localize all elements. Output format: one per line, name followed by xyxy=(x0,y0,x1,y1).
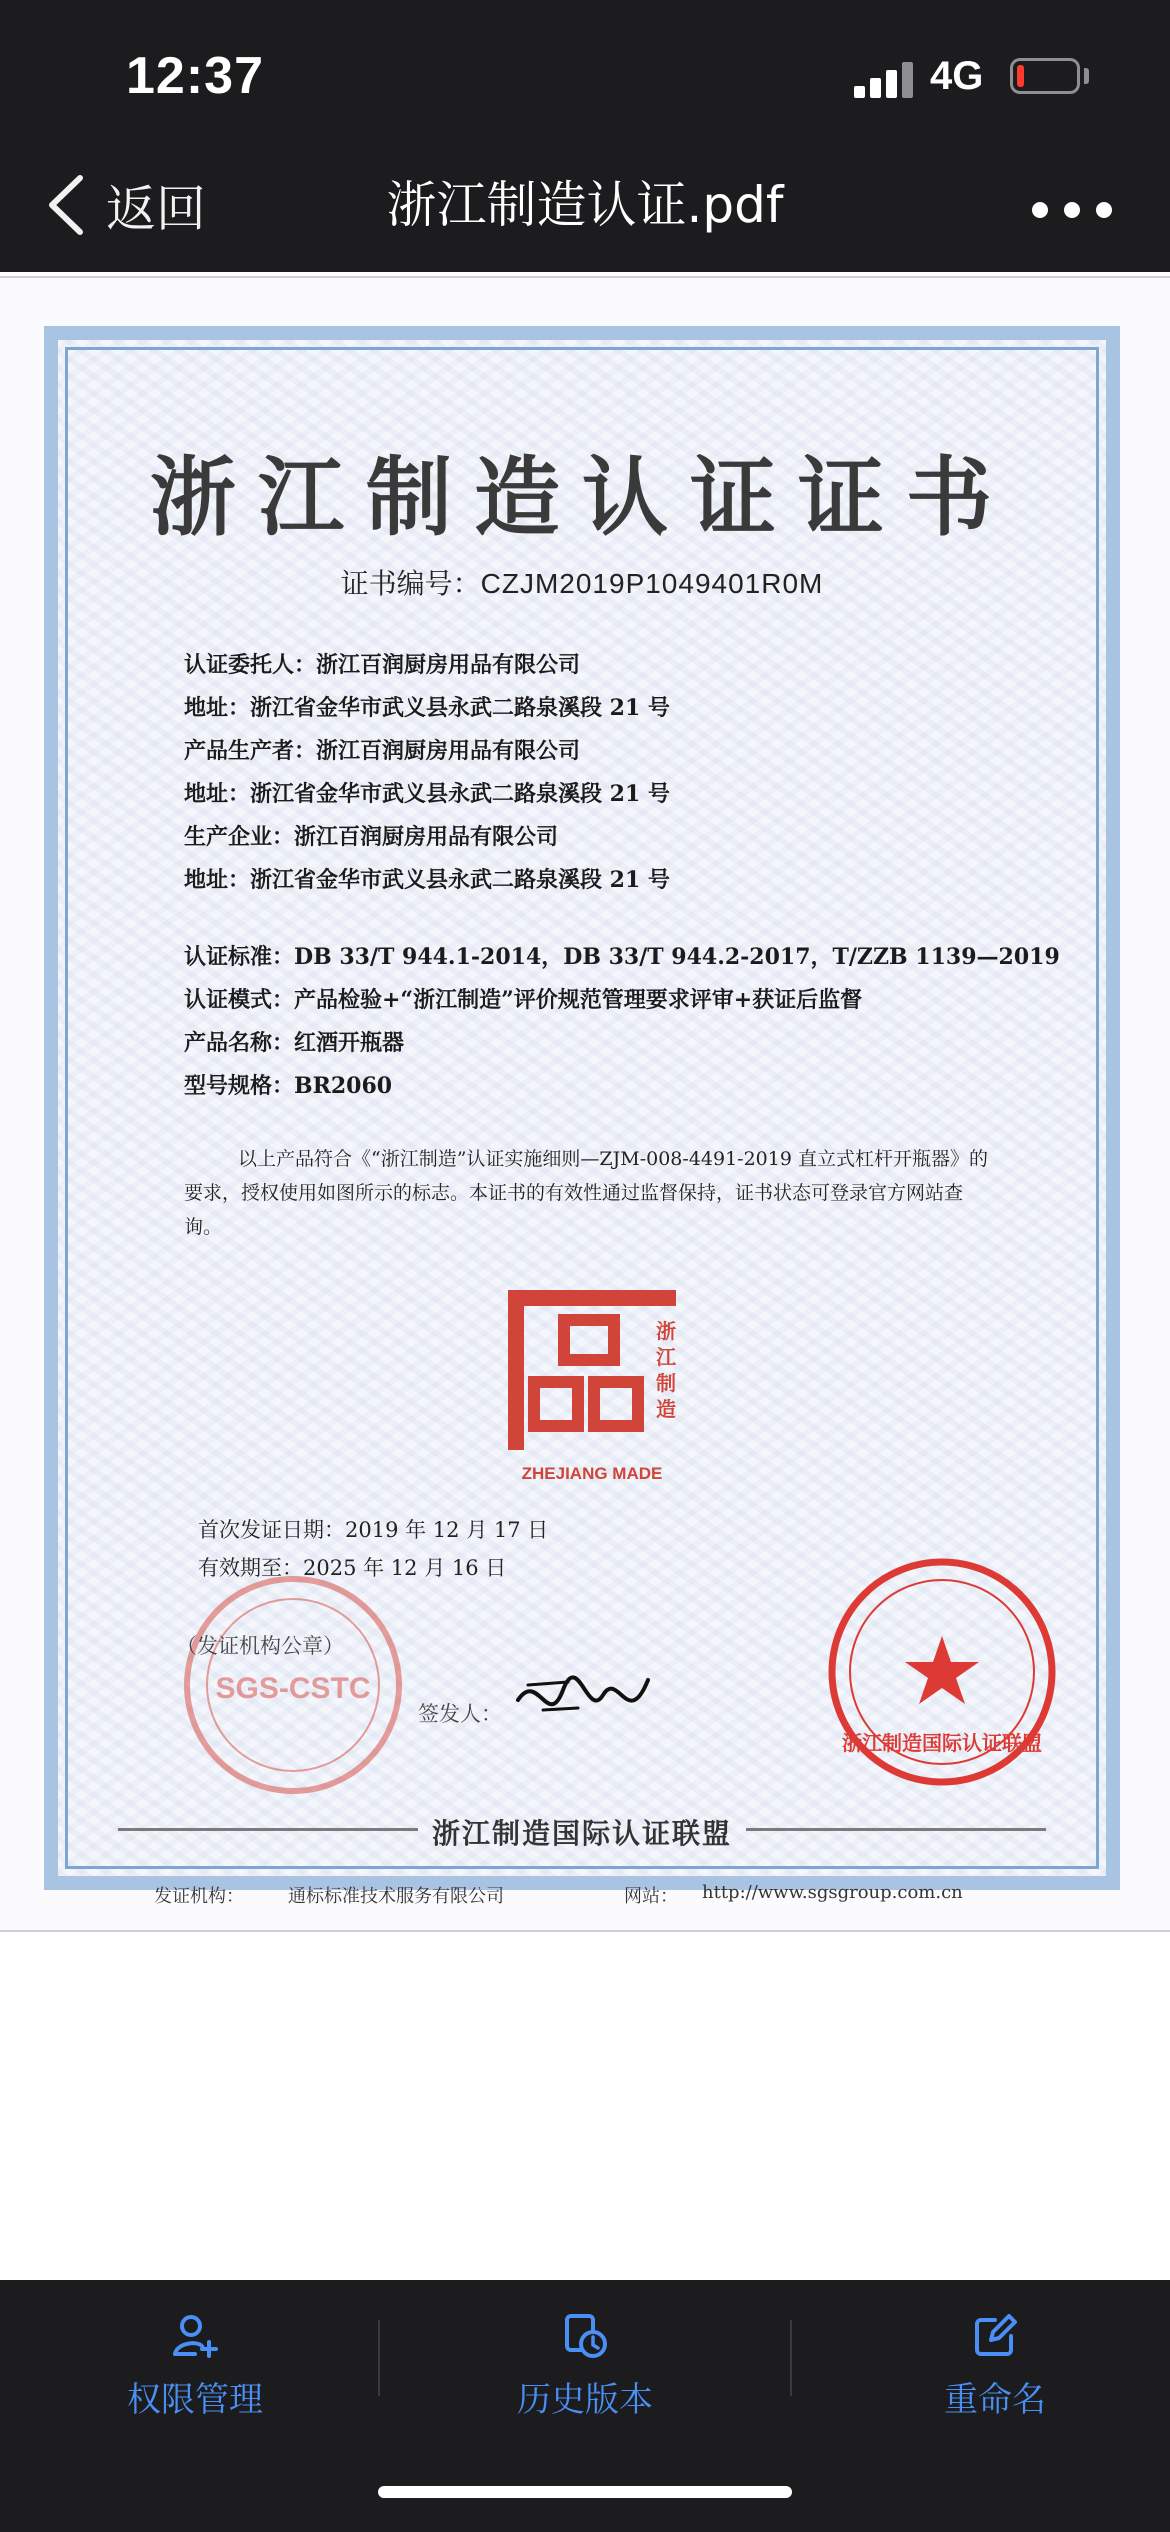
history-icon xyxy=(561,2312,609,2360)
user-add-icon xyxy=(171,2312,219,2360)
edit-icon xyxy=(971,2312,1019,2360)
field-line: 地址：浙江省金华市武义县永武二路泉溪段 21 号 xyxy=(184,867,670,893)
website-url: http://www.sgsgroup.com.cn xyxy=(702,1882,963,1903)
issuer-name: 通标标准技术服务有限公司 xyxy=(288,1886,504,1907)
valid-until-date: 有效期至：2025 年 12 月 16 日 xyxy=(198,1556,507,1580)
field-line: 地址：浙江省金华市武义县永武二路泉溪段 21 号 xyxy=(184,781,670,807)
certificate-number-value: CZJM2019P1049401R0M xyxy=(480,568,824,599)
certificate-number xyxy=(58,562,1106,602)
field-line: 产品生产者：浙江百润厨房用品有限公司 xyxy=(184,738,581,764)
back-button[interactable] xyxy=(44,170,206,240)
tab-label: 重命名 xyxy=(944,2379,1046,2420)
signature xyxy=(508,1660,658,1740)
certificate-title: 浙江制造认证证书 xyxy=(150,447,1014,548)
seal-right-text: 浙江制造国际认证联盟 xyxy=(842,1731,1042,1755)
field-line: 生产企业：浙江百润厨房用品有限公司 xyxy=(184,824,559,850)
toolbar-divider xyxy=(378,2320,380,2396)
chevron-left-icon xyxy=(44,174,88,236)
standard-line: 型号规格：BR2060 xyxy=(184,1073,393,1099)
seal-left-text: SGS-CSTC xyxy=(215,1672,371,1705)
divider-line xyxy=(746,1828,1046,1831)
logo-cn-char: 浙 xyxy=(656,1319,676,1343)
tab-label: 权限管理 xyxy=(127,2379,263,2420)
battery-tip xyxy=(1084,68,1089,84)
issuer-seal xyxy=(178,1570,408,1800)
top-bar xyxy=(0,0,1170,272)
document-viewer[interactable] xyxy=(0,272,1170,2280)
alliance-seal xyxy=(824,1554,1060,1790)
certificate xyxy=(44,326,1120,1907)
network-type: 4G xyxy=(930,54,984,98)
standard-line: 认证模式：产品检验+“浙江制造”评价规范管理要求评审+获证后监督 xyxy=(184,987,863,1013)
standard-line: 认证标准：DB 33/T 944.1-2014，DB 33/T 944.2-2017，T/ZZB 1139—2019 xyxy=(184,944,1060,970)
logo-text-en: ZHEJIANG MADE xyxy=(521,1464,663,1483)
back-label: 返回 xyxy=(106,180,206,238)
website-label: 网站： xyxy=(624,1886,678,1907)
field-line: 认证委托人：浙江百润厨房用品有限公司 xyxy=(184,652,581,678)
zhejiang-made-logo xyxy=(504,1286,680,1462)
certificate-number-label: 证书编号： xyxy=(340,567,481,600)
tab-label: 历史版本 xyxy=(517,2379,653,2420)
toolbar-divider xyxy=(790,2320,792,2396)
document-title: 浙江制造认证.pdf xyxy=(386,176,784,234)
standard-line: 产品名称：红酒开瓶器 xyxy=(184,1030,405,1056)
more-dots-icon[interactable] xyxy=(1032,190,1112,230)
signal-icon xyxy=(854,60,916,98)
logo-cn-char: 造 xyxy=(656,1397,676,1421)
history-version-button[interactable] xyxy=(390,2296,780,2436)
issuer-label: 发证机构： xyxy=(154,1886,244,1907)
pdf-page xyxy=(0,278,1170,1930)
certificate-statement: 以上产品符合《“浙江制造”认证实施细则—ZJM-008-4491-2019 直立式杠杆开瓶器》的要求，授权使用如图所示的标志。本证书的有效性通过监督保持，证书状态可登录官方网站查询。 xyxy=(184,1148,988,1238)
signer-label: 签发人： xyxy=(418,1702,502,1726)
logo-cn-char: 江 xyxy=(656,1345,676,1369)
field-line: 地址：浙江省金华市武义县永武二路泉溪段 21 号 xyxy=(184,695,670,721)
battery-icon xyxy=(1010,58,1080,94)
first-issue-date: 首次发证日期：2019 年 12 月 17 日 xyxy=(198,1518,549,1542)
alliance-name: 浙江制造国际认证联盟 xyxy=(431,1817,732,1850)
seal-note: （发证机构公章） xyxy=(176,1634,344,1658)
rename-button[interactable] xyxy=(800,2296,1170,2436)
logo-cn-char: 制 xyxy=(656,1371,676,1395)
permission-management-button[interactable] xyxy=(0,2296,390,2436)
home-indicator xyxy=(378,2486,792,2498)
status-time: 12:37 xyxy=(126,47,264,105)
